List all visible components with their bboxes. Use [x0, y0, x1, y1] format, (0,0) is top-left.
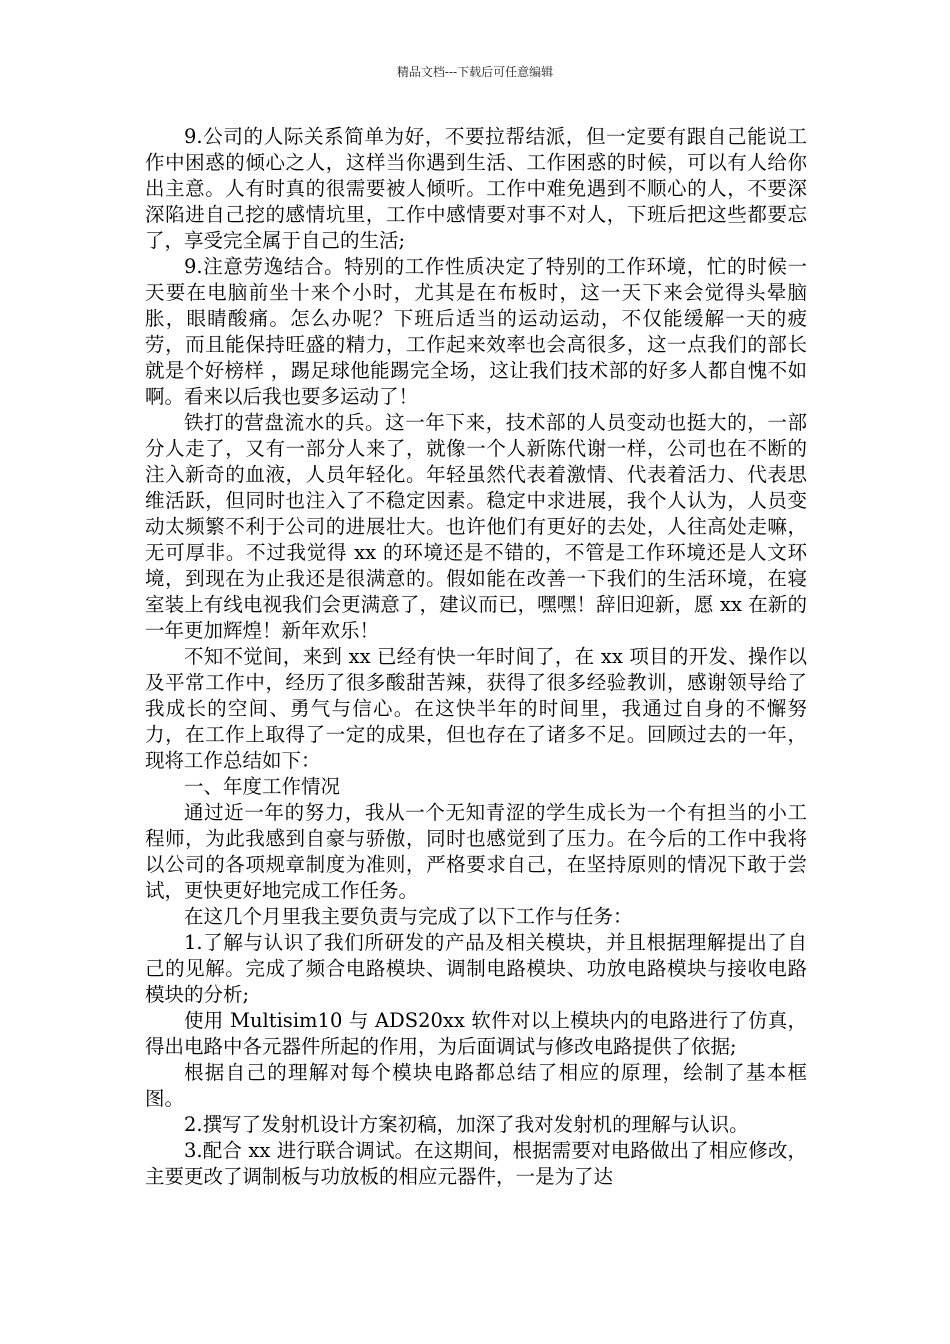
document-body	[145, 124, 807, 1190]
paragraph-simulation: 使用 Multisim10 与 ADS20xx 软件对以上模块内的电路进行了仿真，得出电路中各元器件所起的作用，为后面调试与修改电路提供了依据;	[145, 1009, 807, 1058]
paragraph-year-intro: 不知不觉间，来到 xx 已经有快一年时间了，在 xx 项目的开发、操作以及平常工作中，经历了很多酸甜苦辣，获得了很多经验教训，感谢领导给了我成长的空间、勇气与信心。在这快半年的时间里，我通过自身的不懈努力，在工作上取得了一定的成果，但也存在了诸多不足。回顾过去的一年，现将工作总结如下：	[145, 645, 807, 772]
paragraph-work-life-balance: 9.注意劳逸结合。特别的工作性质决定了特别的工作环境，忙的时候一天要在电脑前坐十来个小时，尤其是在布板时，这一天下来会觉得头晕脑胀，眼睛酸痛。怎么办呢？下班后适当的运动运动，不仅能缓解一天的疲劳，而且能保持旺盛的精力，工作起来效率也会高很多，这一点我们的部长就是个好榜样 ，踢足球他能踢完全场，这让我们技术部的好多人都自愧不如啊。看来以后我也要多运动了！	[145, 255, 807, 408]
paragraph-tasks-intro: 在这几个月里我主要负责与完成了以下工作与任务：	[184, 905, 633, 928]
paragraph-block-diagram: 根据自己的理解对每个模块电路都总结了相应的原理，绘制了基本框图。	[145, 1061, 807, 1110]
paragraph-interpersonal: 9.公司的人际关系简单为好，不要拉帮结派，但一定要有跟自己能说工作中困惑的倾心之人，这样当你遇到生活、工作困惑的时候，可以有人给你出主意。人有时真的很需要被人倾听。工作中难免遇到不顺心的人，不要深深陷进自己挖的感情坑里，工作中感情要对事不对人，下班后把这些都要忘了，享受完全属于自己的生活;	[145, 125, 807, 252]
paragraph-task-1: 1.了解与认识了我们所研发的产品及相关模块，并且根据理解提出了自己的见解。完成了频合电路模块、调制电路模块、功放电路模块与接收电路模块的分析;	[145, 931, 807, 1006]
paragraph-growth: 通过近一年的努力，我从一个无知青涩的学生成长为一个有担当的小工程师，为此我感到自豪与骄傲，同时也感觉到了压力。在今后的工作中我将以公司的各项规章制度为准则，严格要求自己，在坚持原则的情况下敢于尝试，更快更好地完成工作任务。	[145, 801, 807, 902]
paragraph-task-2: 2.撰写了发射机设计方案初稿，加深了我对发射机的理解与认识。	[184, 1113, 749, 1136]
paragraph-task-3: 3.配合 xx 进行联合调试。在这期间，根据需要对电路做出了相应修改，主要更改了调制板与功放板的相应元器件，一是为了达	[145, 1139, 807, 1188]
page-header: 精品文档---下载后可任意编辑	[396, 65, 554, 79]
section-heading-annual-work: 一、年度工作情况	[184, 775, 341, 798]
paragraph-staff-turnover: 铁打的营盘流水的兵。这一年下来，技术部的人员变动也挺大的，一部分人走了，又有一部分人来了，就像一个人新陈代谢一样，公司也在不断的注入新奇的血液，人员年轻化。年轻虽然代表着激情、代表着活力、代表思维活跃，但同时也注入了不稳定因素。稳定中求进展，我个人认为，人员变动太频繁不利于公司的进展壮大。也许他们有更好的去处，人往高处走嘛，无可厚非。不过我觉得 xx 的环境还是不错的，不管是工作环境还是人文环境，到现在为止我还是很满意的。假如能在改善一下我们的生活环境，在寝室装上有线电视我们会更满意了，建议而已，嘿嘿！辞旧迎新，愿 xx 在新的一年更加辉煌！新年欢乐！	[145, 411, 807, 642]
